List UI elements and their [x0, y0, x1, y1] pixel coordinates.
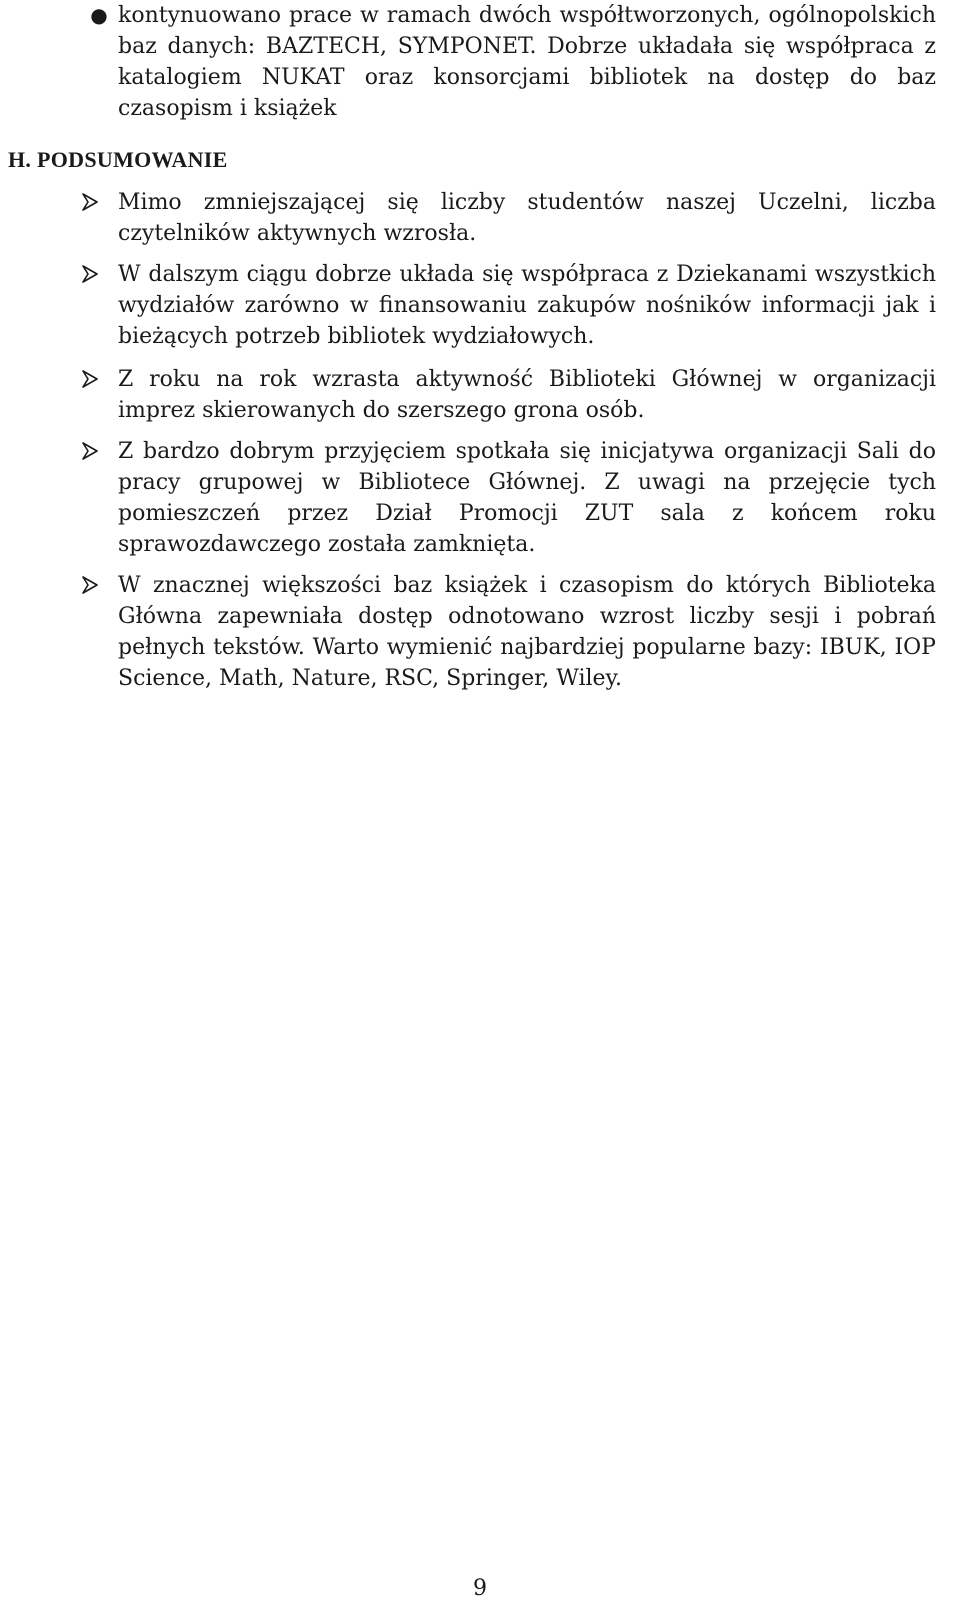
arrowhead-icon: [82, 259, 104, 290]
summary-item-4: Z bardzo dobrym przyjęciem spotkała się inicjatywa organizacji Sali do pracy grupowej w Bibliotece Głównej. Z uwagi na przejęcie tych pomieszczeń przez Dział Promocji ZUT sala z końcem roku sprawozdawczego została zamknięta.: [118, 439, 936, 557]
page-number: 9: [473, 1576, 487, 1601]
summary-item-1: Mimo zmniejszającej się liczby studentów naszej Uczelni, liczba czytelników aktywnych wzrosła.: [118, 190, 936, 246]
summary-item-2: W dalszym ciągu dobrze układa się współpraca z Dziekanami wszystkich wydziałów zarówno w finansowaniu zakupów nośników informacji jak i bieżących potrzeb bibliotek wydziałowych.: [118, 262, 936, 349]
arrowhead-icon: [82, 570, 104, 601]
arrowhead-icon: [82, 187, 104, 218]
section-heading: H. PODSUMOWANIE: [8, 147, 228, 172]
summary-item-3: Z roku na rok wzrasta aktywność Biblioteki Głównej w organizacji imprez skierowanych do szerszego grona osób.: [118, 367, 936, 423]
arrowhead-icon: [82, 364, 104, 395]
intro-list-item: kontynuowano prace w ramach dwóch współtworzonych, ogólnopolskich baz danych: BAZTECH, SYMPONET. Dobrze układała się współpraca z katalogiem NUKAT oraz konsorcjami bibliotek na dostęp do baz czasopism i książek: [118, 3, 936, 121]
summary-item-5: W znacznej większości baz książek i czasopism do których Biblioteka Główna zapewniała dostęp odnotowano wzrost liczby sesji i pobrań pełnych tekstów. Warto wymienić najbardziej popularne bazy: IBUK, IOP Science, Math, Nature, RSC, Springer, Wiley.: [118, 573, 936, 691]
bullet-dot-icon: ●: [90, 3, 108, 27]
arrowhead-icon: [82, 436, 104, 467]
